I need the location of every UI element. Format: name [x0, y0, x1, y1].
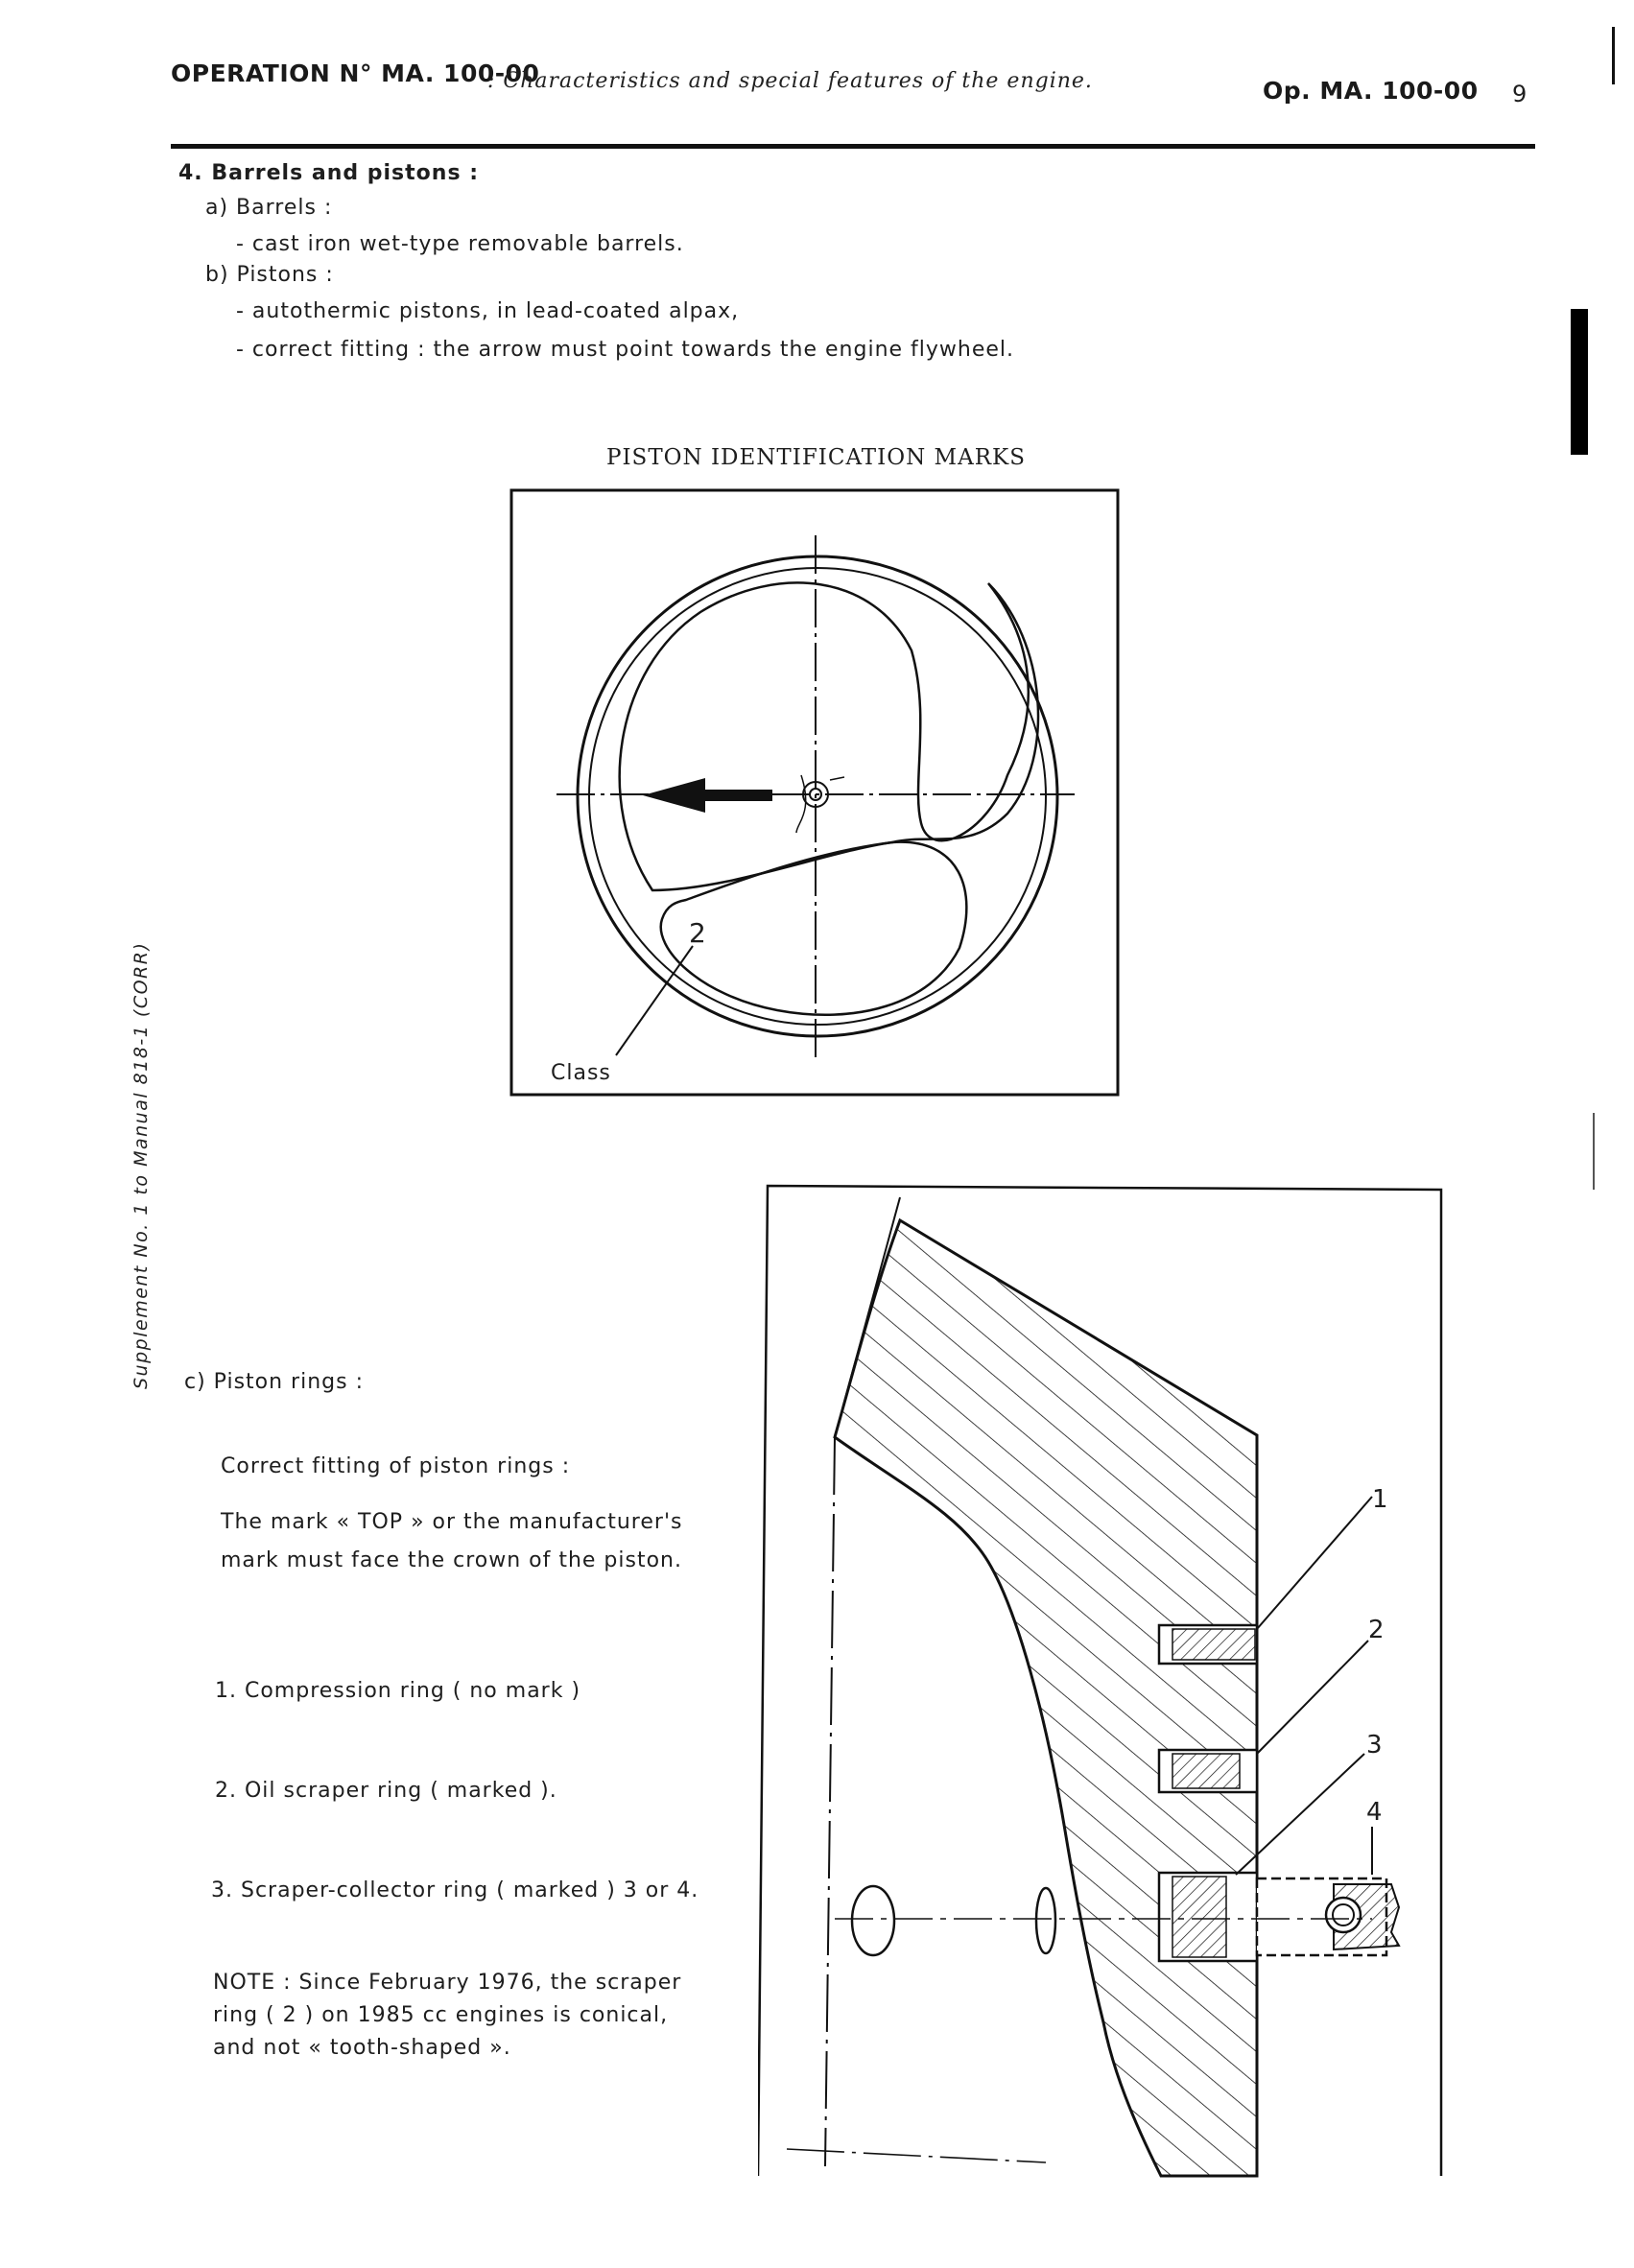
margin-bar: [1571, 309, 1588, 455]
rings-fitting-line-1: The mark « TOP » or the manufacturer's: [221, 1510, 683, 1534]
figure2-callout-2: 2: [1368, 1616, 1385, 1644]
barrels-label: a) Barrels :: [205, 196, 333, 220]
piston-top-diagram: [509, 487, 1123, 1101]
sidebar-supplement-note: Supplement No. 1 to Manual 818-1 (CORR): [130, 941, 152, 1389]
note-line-2: ring ( 2 ) on 1985 cc engines is conical,: [213, 2003, 669, 2027]
note-line-1: NOTE : Since February 1976, the scraper: [213, 1971, 682, 1995]
rings-fitting-line-2: mark must face the crown of the piston.: [221, 1548, 682, 1572]
ring-item-3: 3. Scraper-collector ring ( marked ) 3 or 4.: [211, 1878, 699, 1902]
operation-reference: Op. MA. 100-00: [1263, 77, 1479, 105]
rings-label: c) Piston rings :: [184, 1370, 364, 1394]
pistons-label: b) Pistons :: [205, 263, 334, 287]
page-number: 9: [1512, 81, 1528, 107]
figure1-callout-label: Class: [551, 1061, 611, 1085]
rings-fitting-title: Correct fitting of piston rings :: [221, 1454, 571, 1478]
figure1-callout-number: 2: [689, 917, 707, 949]
figure2-callout-3: 3: [1366, 1731, 1384, 1760]
note-line-3: and not « tooth-shaped ».: [213, 2036, 511, 2060]
ring-item-1: 1. Compression ring ( no mark ): [215, 1679, 581, 1703]
pistons-item-2: - correct fitting : the arrow must point towards the engine flywheel.: [236, 338, 1015, 362]
edge-mark: [1612, 27, 1615, 84]
section-heading: 4. Barrels and pistons :: [178, 161, 479, 185]
header-rule: [171, 144, 1535, 149]
pistons-item-1: - autothermic pistons, in lead-coated alpax,: [236, 299, 740, 323]
operation-subtitle: : Characteristics and special features of the engine.: [487, 69, 1093, 93]
operation-title: OPERATION N° MA. 100-00: [171, 59, 540, 87]
figure1-title: PISTON IDENTIFICATION MARKS: [606, 445, 1026, 470]
edge-mark: [1593, 1113, 1595, 1190]
figure2-callout-1: 1: [1372, 1485, 1389, 1514]
barrels-item: - cast iron wet-type removable barrels.: [236, 232, 684, 256]
ring-item-2: 2. Oil scraper ring ( marked ).: [215, 1779, 557, 1803]
figure2-callout-4: 4: [1366, 1798, 1384, 1827]
piston-ring-section-diagram: [758, 1178, 1458, 2182]
